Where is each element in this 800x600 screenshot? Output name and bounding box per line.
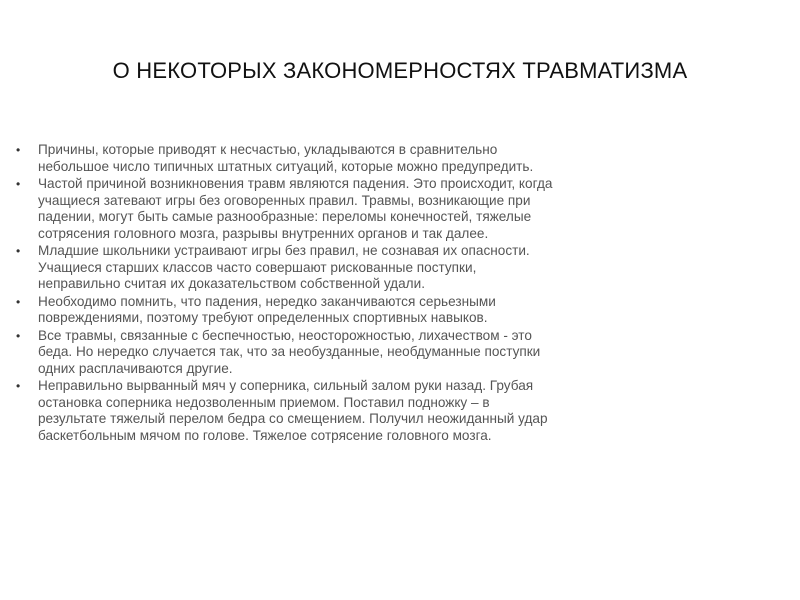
- bullet-text-line: сотрясения головного мозга, разрывы внутренних органов и так далее.: [38, 225, 489, 241]
- list-item: [16, 142, 756, 175]
- bullet-icon: •: [16, 294, 21, 309]
- bullet-text-line: учащиеся затевают игры без оговоренных правил. Травмы, возникающие при: [38, 192, 531, 208]
- bullet-text-line: Учащиеся старших классов часто совершают рискованные поступки,: [38, 259, 477, 275]
- bullet-list: [16, 142, 756, 445]
- list-item: [16, 294, 756, 327]
- bullet-text-line: неправильно считая их доказательством собственной удали.: [38, 276, 425, 291]
- list-item: [16, 378, 756, 444]
- bullet-text-line: одних расплачиваются другие.: [38, 360, 233, 376]
- list-item: [16, 243, 756, 293]
- bullet-text-line: баскетбольным мячом по голове. Тяжелое сотрясение головного мозга.: [38, 427, 492, 443]
- bullet-text-line: Неправильно вырванный мяч у соперника, сильный залом руки назад. Грубая: [38, 378, 534, 393]
- bullet-text-line: Частой причиной возникновения травм являются падения. Это происходит, когда: [38, 176, 553, 191]
- bullet-text-line: остановка соперника недозволенным приемом. Поставил подножку – в: [38, 394, 490, 410]
- list-item: [16, 176, 756, 242]
- bullet-text-line: повреждениями, поэтому требуют определенных спортивных навыков.: [38, 310, 488, 325]
- bullet-text-line: результате тяжелый перелом бедра со смещением. Получил неожиданный удар: [38, 411, 548, 426]
- bullet-icon: •: [16, 177, 21, 191]
- bullet-text-line: Младшие школьники устраивают игры без правил, не сознавая их опасности.: [38, 243, 530, 258]
- bullet-icon: •: [16, 143, 21, 157]
- bullet-text-line: падении, могут быть самые разнообразные: переломы конечностей, тяжелые: [38, 209, 532, 224]
- list-item: [16, 328, 756, 378]
- bullet-icon: •: [16, 328, 21, 343]
- bullet-icon: •: [16, 379, 21, 393]
- bullet-icon: •: [16, 244, 21, 258]
- bullet-text-line: Необходимо помнить, что падения, нередко заканчиваются серьезными: [38, 293, 496, 309]
- bullet-text-line: Все травмы, связанные с беспечностью, неосторожностью, лихачеством - это: [38, 327, 532, 343]
- bullet-text-line: Причины, которые приводят к несчастью, укладываются в сравнительно: [38, 142, 498, 157]
- bullet-text-line: небольшое число типичных штатных ситуаций, которые можно предупредить.: [38, 158, 534, 174]
- slide-title: О НЕКОТОРЫХ ЗАКОНОМЕРНОСТЯХ ТРАВМАТИЗМА: [112, 58, 688, 83]
- bullet-text-line: беда. Но нередко случается так, что за необузданные, необдуманные поступки: [38, 344, 541, 359]
